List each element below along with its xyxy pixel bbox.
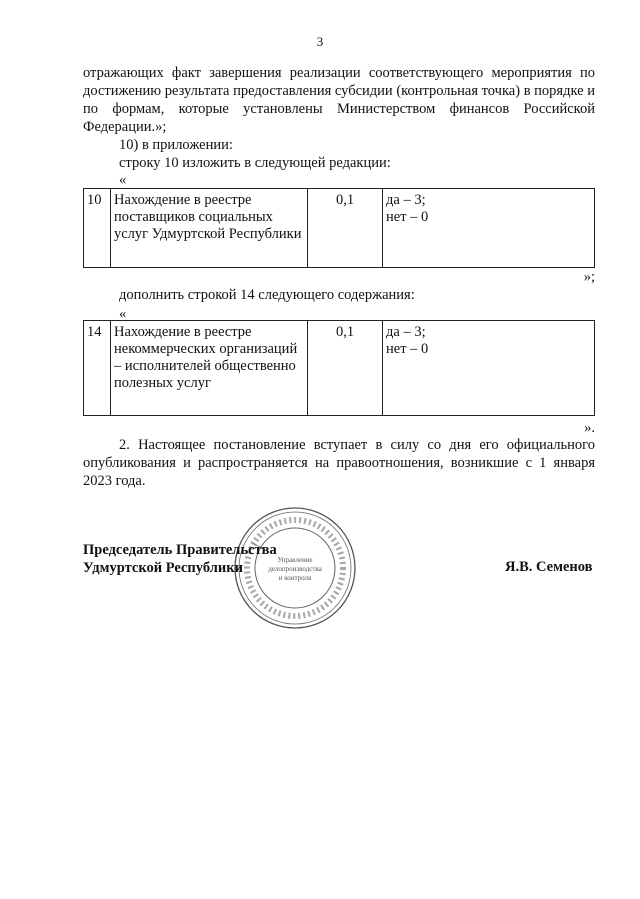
row-10-name: Нахождение в реестре поставщиков социальных услуг Удмуртской Республики xyxy=(111,189,308,268)
row-14-intro: дополнить строкой 14 следующего содержания: xyxy=(119,287,415,303)
page-number: 3 xyxy=(316,34,324,49)
row-10-close-quote: »; xyxy=(583,269,595,285)
svg-text:и контроля: и контроля xyxy=(278,574,312,582)
row-10-score xyxy=(383,189,595,268)
intro-paragraph: отражающих факт завершения реализации соответствующего мероприятия по достижению результата предоставления субсидии (контрольная точка) в порядке и по формам, которые установлены Министерством финансов Российской Федерации.»; xyxy=(83,65,595,135)
row-14-close-quote: ». xyxy=(584,420,595,436)
signature-position-line-2: Удмуртской Республики xyxy=(83,560,243,576)
row-10-weight: 0,1 xyxy=(308,189,383,268)
row-10-intro: строку 10 изложить в следующей редакции: xyxy=(119,155,391,171)
table-row xyxy=(84,321,595,416)
row-10-open-quote: « xyxy=(119,172,127,188)
row-10-table xyxy=(83,188,595,268)
row-14-open-quote: « xyxy=(119,306,127,322)
row-10-score-no: нет – 0 xyxy=(386,209,429,225)
row-14-table xyxy=(83,320,595,416)
signature-position-line-1: Председатель Правительства xyxy=(83,542,277,558)
point-2-paragraph: 2. Настоящее постановление вступает в силу со дня его официального опубликования и распространяется на правоотношения, возникшие с 1 января 2023 года. xyxy=(83,437,595,489)
row-14-score xyxy=(383,321,595,416)
signer-name: Я.В. Семенов xyxy=(505,559,593,575)
row-14-name: Нахождение в реестре некоммерческих организаций – исполнителей общественно полезных услуг xyxy=(111,321,308,416)
item-10-heading: 10) в приложении: xyxy=(119,137,233,153)
row-10-number: 10 xyxy=(84,189,111,268)
row-10-score-yes: да – 3; xyxy=(386,192,426,208)
svg-text:делопроизводства: делопроизводства xyxy=(268,565,322,573)
signature-position xyxy=(83,541,277,577)
row-14-score-yes: да – 3; xyxy=(386,324,426,340)
row-14-score-no: нет – 0 xyxy=(386,341,429,357)
table-row xyxy=(84,189,595,268)
svg-text:Управление: Управление xyxy=(277,556,313,564)
row-14-weight: 0,1 xyxy=(308,321,383,416)
row-14-number: 14 xyxy=(84,321,111,416)
